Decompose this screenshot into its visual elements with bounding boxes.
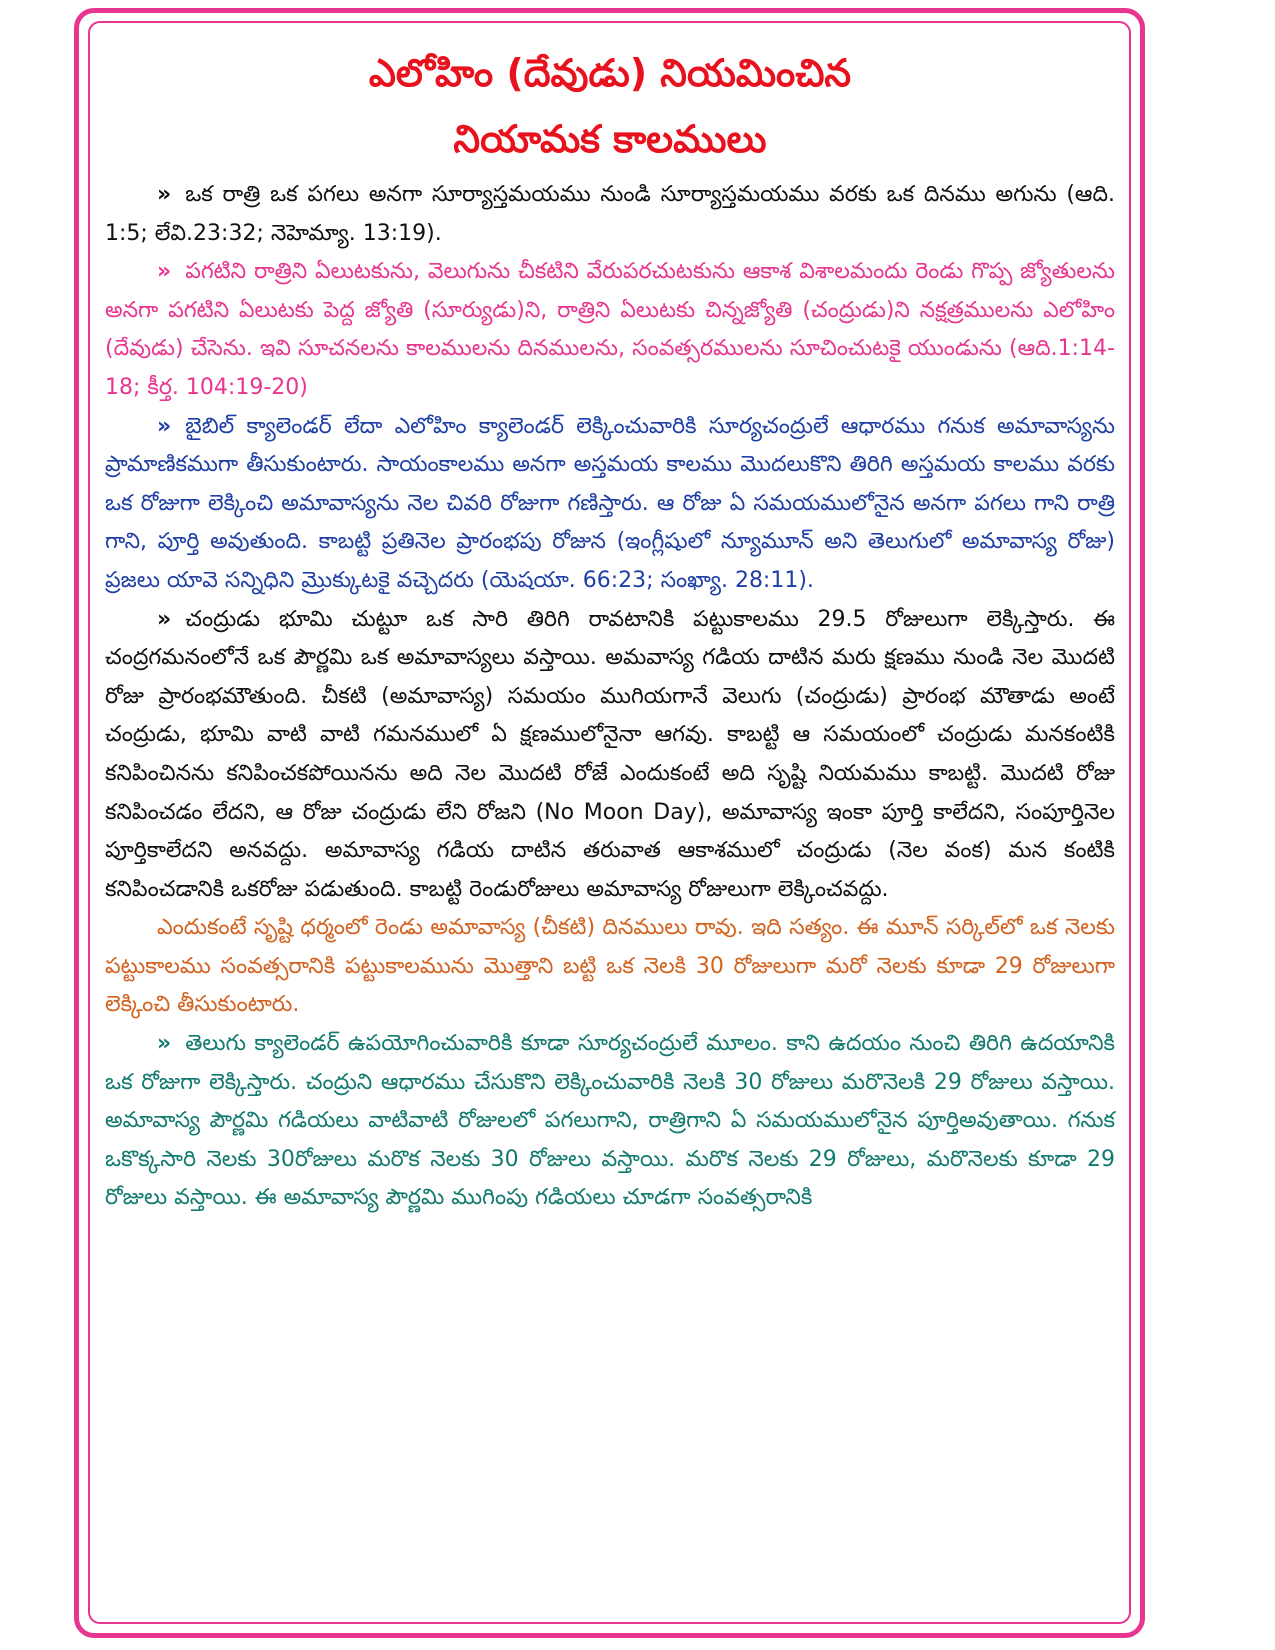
bullet-icon: » [157, 606, 172, 632]
document-body [105, 40, 1115, 1218]
paragraph-creation-law [105, 909, 1115, 1025]
paragraph-text: ఒక రాత్రి ఒక పగలు అనగా సూర్యాస్తమయము నుండి సూర్యాస్తమయము వరకు ఒక దినము అగును (ఆది. 1:5; లేవి.23:32; నెహెమ్యా. 13:19). [105, 182, 1115, 246]
page-title-line-1: ఎలోహిం (దేవుడు) నియమించిన [368, 51, 852, 95]
bullet-icon: » [157, 1031, 172, 1057]
paragraph-text: పగటిని రాత్రిని ఏలుటకును, వెలుగును చీకటిని వేరుపరచుటకును ఆకాశ విశాలమందు రెండు గొప్ప జ్యోతులను అనగా పగటిని ఏలుటకు పెద్ద జ్యోతి (సూర్యుడు)ని, రాత్రిని ఏలుటకు చిన్నజ్యోతి (చంద్రుడు)ని నక్షత్రములను ఎలోహిం (దేవుడు) చేసెను. ఇవి సూచనలను కాలములను దినములను, సంవత్సరములను సూచించుటకై యుండును (ఆది.1:14-18; కీర్త. 104:19-20) [105, 259, 1115, 400]
bullet-icon: » [157, 259, 172, 285]
paragraph-text: బైబిల్ క్యాలెండర్ లేదా ఎలోహిం క్యాలెండర్ లెక్కించువారికి సూర్యచంద్రులే ఆధారము గనుక అమావాస్యను ప్రామాణికముగా తీసుకుంటారు. సాయంకాలము అనగా అస్తమయ కాలము మొదలుకొని తిరిగి అస్తమయ కాలము వరకు ఒక రోజుగా లెక్కించి అమావాస్యను నెల చివరి రోజుగా గణిస్తారు. ఆ రోజు ఏ సమయములోనైన అనగా పగలు గాని రాత్రి గాని, పూర్తి అవుతుంది. కాబట్టి ప్రతినెల ప్రారంభపు రోజున (ఇంగ్లీషులో న్యూమూన్ అని తెలుగులో అమావాస్య రోజు) ప్రజలు యావె సన్నిధిని మ్రొక్కుటకై వచ్చెదరు (యెషయా. 66:23; సంఖ్యా. 28:11). [105, 413, 1115, 593]
paragraph-telugu-calendar [105, 1025, 1115, 1218]
bullet-icon: » [157, 413, 172, 439]
page-title-line-2: నియామక కాలములు [453, 117, 767, 161]
paragraph-bible-calendar [105, 408, 1115, 601]
paragraph-text: చంద్రుడు భూమి చుట్టూ ఒక సారి తిరిగి రావటానికి పట్టుకాలము 29.5 రోజులుగా లెక్కిస్తారు. ఈ చంద్రగమనంలోనే ఒక పౌర్ణమి ఒక అమావాస్యలు వస్తాయి. అమవాస్య గడియ దాటిన మరు క్షణము నుండి నెల మొదటి రోజు ప్రారంభమౌతుంది. చీకటి (అమావాస్య) సమయం ముగియగానే వెలుగు (చంద్రుడు) ప్రారంభ మౌతాడు అంటే చంద్రుడు, భూమి వాటి వాటి గమనములో ఏ క్షణములోనైనా ఆగవు. కాబట్టి ఆ సమయంలో చంద్రుడు మనకంటికి కనిపించినను కనిపించకపోయినను అది నెల మొదటి రోజే ఎందుకంటే అది సృష్టి నియమము కాబట్టి. మొదటి రోజు కనిపించడం లేదని, ఆ రోజు చంద్రుడు లేని రోజని (No Moon Day), అమావాస్య ఇంకా పూర్తి కాలేదని, సంపూర్తినెల పూర్తికాలేదని అనవద్దు. అమావాస్య గడియ దాటిన తరువాత ఆకాశములో చంద్రుడు (నెల వంక) మన కంటికి కనిపించడానికి ఒకరోజు పడుతుంది. కాబట్టి రెండురోజులు అమావాస్య రోజులుగా లెక్కించవద్దు. [105, 606, 1115, 902]
paragraph-text: ఎందుకంటే సృష్టి ధర్మంలో రెండు అమావాస్య (చీకటి) దినములు రావు. ఇది సత్యం. ఈ మూన్ సర్కిల్‌లో ఒక నెలకు పట్టుకాలము సంవత్సరానికి పట్టుకాలమును మొత్తాని బట్టి ఒక నెలకి 30 రోజులుగా మరో నెలకు కూడా 29 రోజులుగా లెక్కించి తీసుకుంటారు. [105, 915, 1115, 1018]
paragraph-text: తెలుగు క్యాలెండర్ ఉపయోగించువారికి కూడా సూర్యచంద్రులే మూలం. కాని ఉదయం నుంచి తిరిగి ఉదయానికి ఒక రోజుగా లెక్కిస్తారు. చంద్రుని ఆధారము చేసుకొని లెక్కించువారికి నెలకి 30 రోజులు మరొనెలకి 29 రోజులు వస్తాయి. అమావాస్య పౌర్ణమి గడియలు వాటివాటి రోజులలో పగలుగాని, రాత్రిగాని ఏ సమయములోనైన పూర్తిఅవుతాయి. గనుక ఒకొక్కసారి నెలకు 30రోజులు మరొక నెలకు 30 రోజులు వస్తాయి. మరొక నెలకు 29 రోజులు, మరొనెలకు కూడా 29 రోజులు వస్తాయి. ఈ అమావాస్య పౌర్ణమి ముగింపు గడియలు చూడగా సంవత్సరానికి [105, 1031, 1115, 1211]
paragraph-moon-cycle [105, 601, 1115, 910]
paragraph-great-lights [105, 253, 1115, 407]
paragraph-day-definition [105, 176, 1115, 253]
bullet-icon: » [157, 182, 172, 207]
